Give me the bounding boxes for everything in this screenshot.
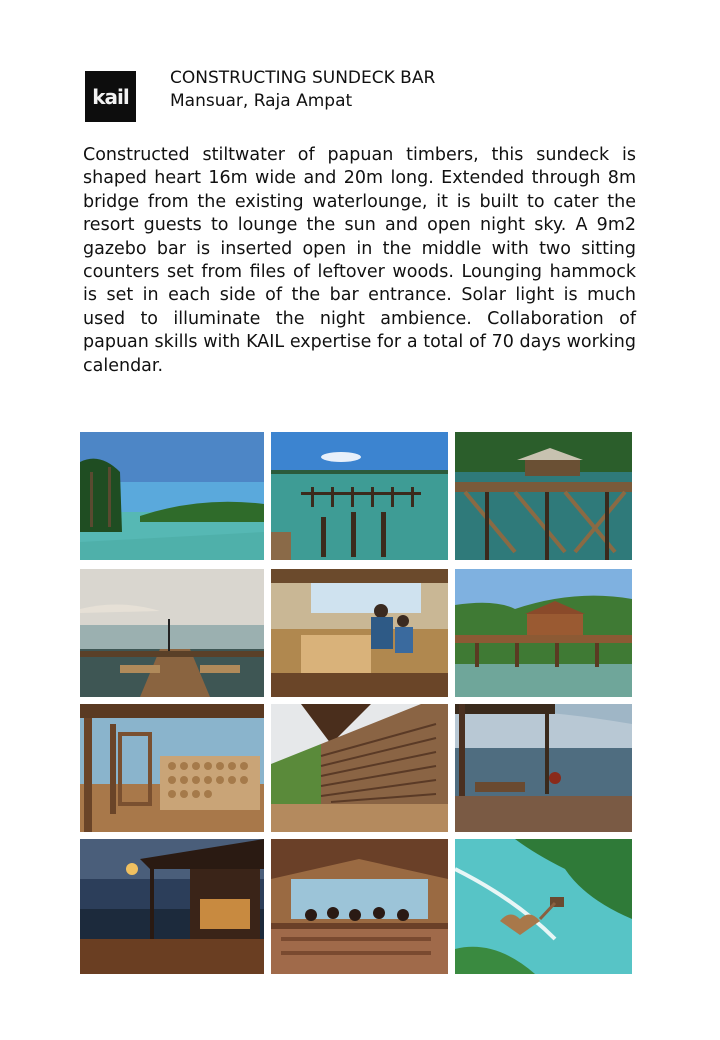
page-subtitle: Mansuar, Raja Ampat bbox=[170, 91, 353, 111]
logo-text: kail bbox=[92, 84, 129, 109]
photo-grid bbox=[80, 432, 632, 974]
photo-gazebo-roof-deck bbox=[455, 569, 632, 697]
photo-deck-bridge-dusk bbox=[80, 569, 264, 697]
photo-workers-group bbox=[271, 839, 448, 974]
photo-night-bar-lights bbox=[80, 839, 264, 974]
photo-stacked-wood-wall bbox=[271, 704, 448, 832]
photo-workers-bar-counter bbox=[271, 569, 448, 697]
photo-deck-railing-sea bbox=[455, 704, 632, 832]
photo-gazebo-interior-logs bbox=[80, 704, 264, 832]
description-paragraph: Constructed stiltwater of papuan timbers, this sundeck is shaped heart 16m wide and 20m long. Extended through 8m bridge from the existing waterlounge, it is built to cater the resort guests to lounge the sun and open night sky. A 9m2 gazebo bar is inserted open in the middle with two sitting counters set from files of leftover woods. Lounging hammock is set in each side of the bar entrance. Solar light is much used to illuminate the night ambience. Collaboration of papuan skills with KAIL expertise for a total of 70 days working calendar. bbox=[83, 145, 636, 376]
photo-shoreline-palms bbox=[80, 432, 264, 560]
kail-logo bbox=[85, 71, 136, 122]
photo-gazebo-frame-water bbox=[455, 432, 632, 560]
page-title: CONSTRUCTING SUNDECK BAR bbox=[170, 68, 436, 88]
photo-stilt-posts-water bbox=[271, 432, 448, 560]
photo-aerial-sundeck bbox=[455, 839, 632, 974]
